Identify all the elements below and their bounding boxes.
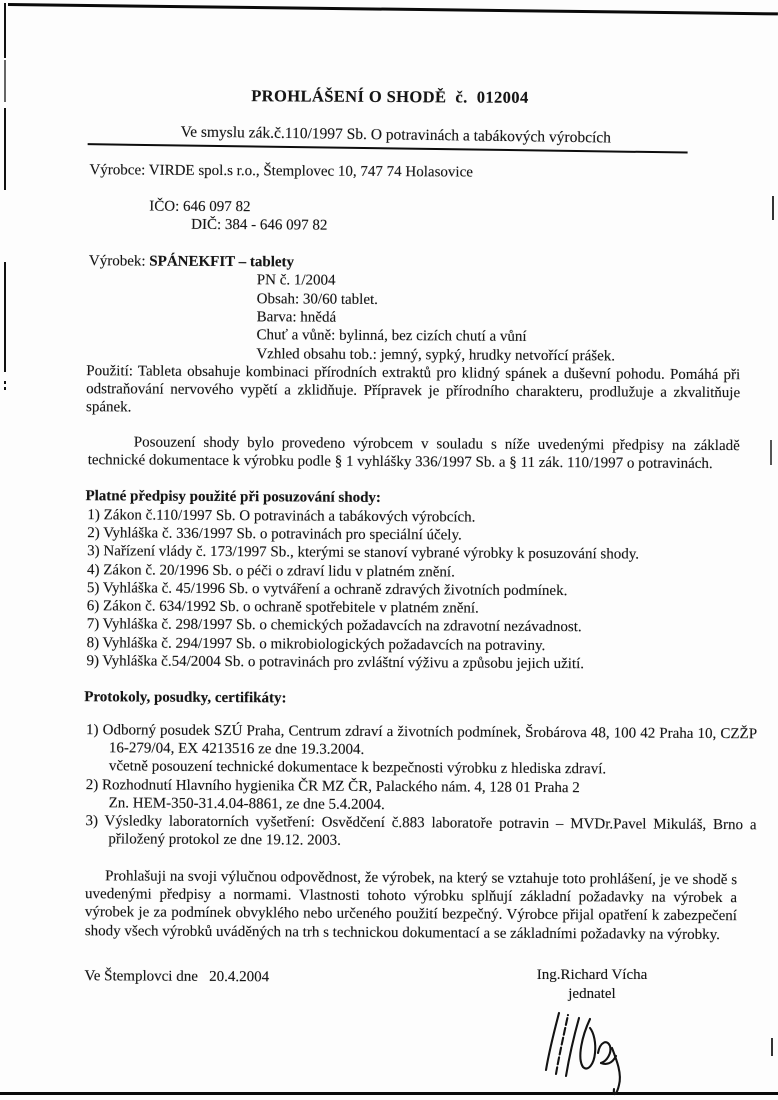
product-label: Výrobek: <box>88 253 146 270</box>
document-body <box>57 86 758 989</box>
regulation-item: 7) Vyhláška č. 298/1997 Sb. o chemických požadavcích na zdravotní nezávadnost. <box>86 616 582 636</box>
regulations-list <box>86 506 739 675</box>
regulation-item: 2) Vyhláška č. 336/1997 Sb. o potravinách pro speciální účely. <box>87 525 462 544</box>
protocol-item-text: Rozhodnutí Hlavního hygienika ČR MZ ČR, Palackého nám. 4, 128 01 Praha 2 Zn. HEM-350-31.4.04-8861, ze dne 5.4.2004. <box>101 776 580 813</box>
scan-artifact <box>772 196 774 220</box>
spec-line: Barva: hnědá <box>256 309 337 326</box>
regulation-item: 9) Vyhláška č.54/2004 Sb. o potravinách pro zvláštní výživu a způsobu jejich užití. <box>86 653 585 673</box>
handwritten-signature-icon <box>528 1006 646 1100</box>
usage-paragraph: Použití: Tableta obsahuje kombinaci přírodních extraktů pro klidný spánek a duševní pohodu. Pomáhá při odstraňování nervového vypětí a zklidňuje. Přípravek je přírodního charakteru, prodlužuje a zkvalitňuje spánek. <box>85 363 741 416</box>
scan-edge-left <box>4 381 6 393</box>
regulation-item: 3) Nařízení vlády č. 173/1997 Sb., kterými se stanoví vybrané výrobky k posuzování shody. <box>87 543 640 563</box>
producer-value: VIRDE spol.s r.o., Štemplovec 10, 747 74 Holasovice <box>148 162 473 181</box>
regulations-heading: Platné předpisy použité při posuzování shody: <box>85 488 382 507</box>
manufacturer-block <box>89 161 752 275</box>
assessment-paragraph: Posouzení shody bylo provedeno výrobcem v souladu s níže uvedenými předpisy na základě technické dokumentace k výrobku podle § 1 vyhlášky 336/1997 Sb. a § 11 zák. 110/1997 o potravinách. <box>87 434 740 473</box>
signer-block <box>522 966 662 1004</box>
protocol-item-text: Odborný posudek SZÚ Praha, Centrum zdraví a životních podmínek, Šrobárova 48, 100 42 Praha 10, CZŽP 16-279/04, EX 4213516 ze dne 19.3.2004. včetně posouzení technické dokumentace k bezpečnosti výrobku z hlediska zdraví. <box>102 721 758 778</box>
protocol-item-text: Výsledky laboratorních vyšetření: Osvědčení č.883 laboratoře potravin – MVDr.Pavel Mikuláš, Brno a přiložený protokol ze dne 19.12. 2003. <box>104 813 757 850</box>
spec-line: Vzhled obsahu tob.: jemný, sypký, hrudky netvořící prášek. <box>256 345 616 364</box>
scan-edge-bottom <box>0 1092 778 1095</box>
document-subtitle-underlined <box>88 122 688 154</box>
protocol-item-number: 3) <box>85 813 99 830</box>
scan-artifact <box>770 440 772 465</box>
regulation-item: 5) Vyhláška č. 45/1996 Sb. o vytváření a ochraně zdravých životních podmínek. <box>86 579 568 599</box>
protocols-heading: Protokoly, posudky, certifikáty: <box>84 689 287 707</box>
scan-edge-top <box>8 3 778 15</box>
signer-name: Ing.Richard Vícha <box>536 967 648 983</box>
product-specs <box>256 272 751 367</box>
protocol-item <box>86 721 757 780</box>
regulation-item: 1) Zákon č.110/1997 Sb. O potravinách a tabákových výrobcích. <box>87 506 476 526</box>
protocols-list <box>57 721 758 853</box>
regulation-item: 4) Zákon č. 20/1996 Sb. o péči o zdraví lidu v platném znění. <box>86 561 455 580</box>
signer-role: jednatel <box>568 986 616 1002</box>
scan-edge-left <box>4 108 6 190</box>
scan-artifact <box>771 1038 773 1056</box>
product-name: SPÁNEKFIT – tablety <box>149 253 295 271</box>
product-line <box>89 252 751 274</box>
spec-line: PN č. 1/2004 <box>256 272 336 290</box>
place-and-date: Ve Štemplovci dne 20.4.2004 <box>84 968 270 986</box>
spec-line: Obsah: 30/60 tablet. <box>256 290 378 308</box>
scan-edge-left <box>4 60 6 102</box>
protocol-item-number: 1) <box>86 721 99 738</box>
declaration-paragraph: Prohlašuji na svoji výlučnou odpovědnost, že výrobek, na který se vztahuje toto prohlášení, je ve shodě s uvedenými předpisy a normami. Vlastnosti tohoto výrobku splňují základní požadavky na výrobek a výrobek je za podmínek obvyklého nebo určeného použití bezpečný. Výrobce přijal opatření k zabezpečení shody všech výrobků uváděných na trh s technickou dokumentací a se základními požadavky na výrobky. <box>84 867 738 943</box>
dic-value: DIČ: 384 - 646 097 82 <box>191 217 328 235</box>
ico-value: IČO: 646 097 82 <box>149 198 251 216</box>
protocol-item <box>86 776 757 817</box>
producer-label: Výrobce: <box>89 161 146 179</box>
document-title: PROHLÁŠENÍ O SHODĚ č. 012004 <box>251 86 529 107</box>
regulation-item: 6) Zákon č. 634/1992 Sb. o ochraně spotřebitele v platném znění. <box>86 598 479 617</box>
scan-edge-left <box>4 262 6 372</box>
regulation-item: 8) Vyhláška č. 294/1997 Sb. o mikrobiologických požadavcích na potraviny. <box>86 634 546 654</box>
registration-line <box>119 179 751 256</box>
document-subtitle: Ve smyslu zák.č.110/1997 Sb. O potravinách a tabákových výrobcích <box>180 123 612 147</box>
protocol-item <box>85 812 756 853</box>
spec-line: Chuť a vůně: bylinná, bez cizích chutí a vůní <box>256 327 527 346</box>
scan-edge-left <box>4 3 6 58</box>
protocol-item-number: 2) <box>85 776 99 793</box>
